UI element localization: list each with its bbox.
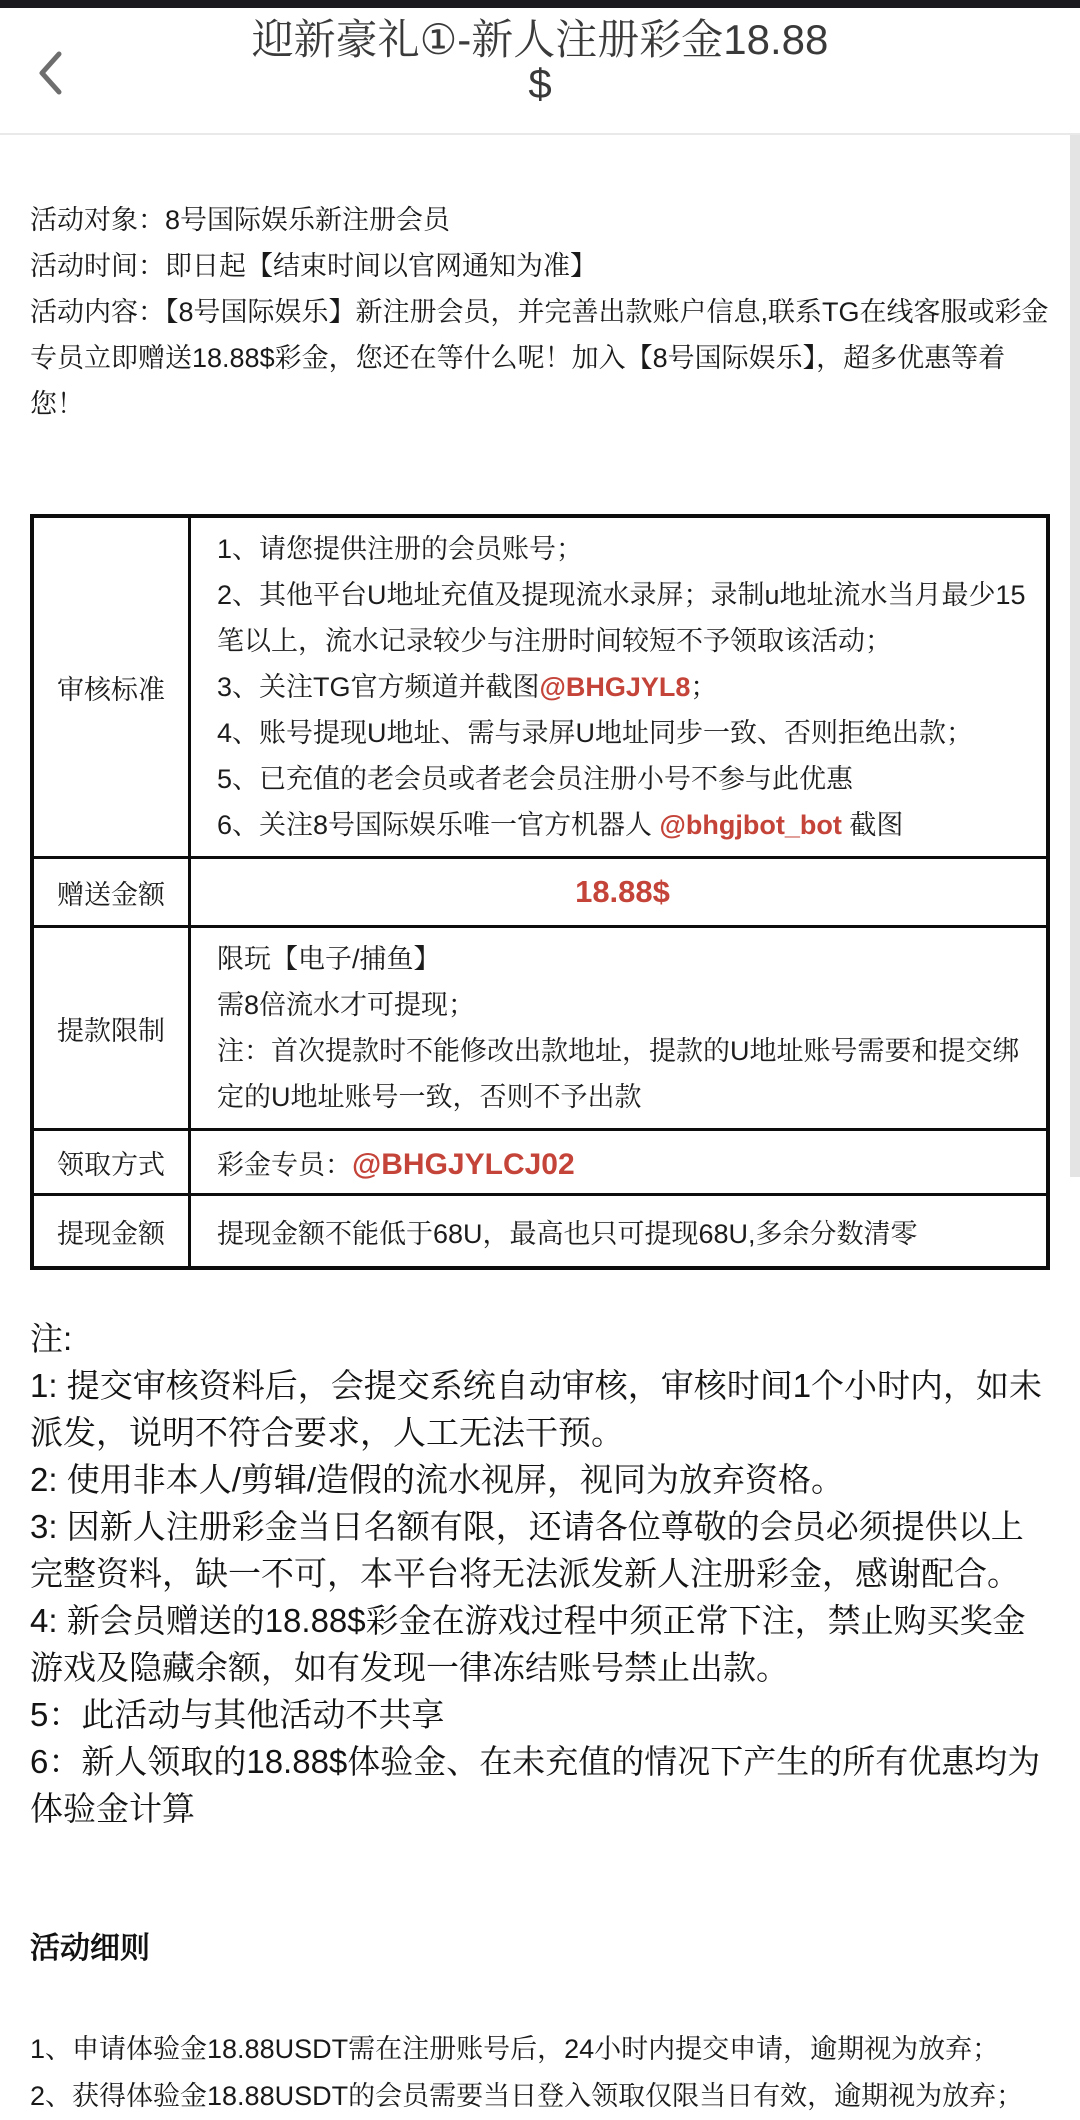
audit-item-5: 5、已充值的老会员或者老会员注册小号不参与此优惠 (217, 764, 854, 794)
claim-label: 领取方式 (32, 1130, 190, 1195)
audit-item-1: 1、请您提供注册的会员账号； (217, 534, 584, 564)
audit-item-2: 2、其他平台U地址充值及提现流水录屏；录制u地址流水当月最少15笔以上，流水记录较少与注册时间较短不予领取该活动； (217, 580, 1026, 656)
tg-bot-handle: @bhgjbot_bot (659, 810, 842, 840)
audit-item-6-text: 6、关注8号国际娱乐唯一官方机器人 (217, 810, 660, 840)
limit-line-3: 注：首次提款时不能修改出款地址，提款的U地址账号需要和提交绑定的U地址账号一致，否则不予出款 (217, 1036, 1020, 1112)
status-bar (0, 0, 1080, 8)
table-row-withdraw (32, 1195, 1048, 1269)
table-row-limit (32, 927, 1048, 1130)
table-row-audit (32, 516, 1048, 858)
note-item-3: 3: 因新人注册彩金当日名额有限，还请各位尊敬的会员必须提供以上完整资料，缺一不可，本平台将无法派发新人注册彩金，感谢配合。 (30, 1508, 1024, 1592)
note-item-6: 6：新人领取的18.88$体验金、在未充值的情况下产生的所有优惠均为体验金计算 (30, 1743, 1041, 1827)
notes-heading: 注: (30, 1320, 73, 1357)
gift-label: 赠送金额 (32, 858, 190, 927)
note-item-1: 1: 提交审核资料后，会提交系统自动审核，审核时间1个小时内，如未派发，说明不符合要求，人工无法干预。 (30, 1367, 1043, 1451)
activity-target: 活动对象：8号国际娱乐新注册会员 (30, 205, 451, 235)
details-section (30, 2026, 1050, 2120)
table-row-claim (32, 1130, 1048, 1195)
page-title-line1: 迎新豪礼①-新人注册彩金18.88 (251, 16, 829, 63)
audit-item-3 (217, 664, 1028, 710)
withdraw-label: 提现金额 (32, 1195, 190, 1269)
claim-prefix: 彩金专员： (217, 1149, 352, 1180)
note-item-2: 2: 使用非本人/剪辑/造假的流水视屏，视同为放弃资格。 (30, 1461, 845, 1498)
audit-item-3-tail: ； (690, 672, 718, 702)
audit-item-4: 4、账号提现U地址、需与录屏U地址同步一致、否则拒绝出款； (217, 718, 974, 748)
limit-line-1: 限玩【电子/捕鱼】 (217, 944, 441, 974)
tg-specialist-handle: @BHGJYLCJ02 (352, 1147, 575, 1181)
limit-label: 提款限制 (32, 927, 190, 1130)
gift-content (190, 858, 1049, 927)
chevron-left-icon (36, 49, 64, 100)
note-item-5: 5：此活动与其他活动不共享 (30, 1696, 445, 1733)
activity-intro (30, 197, 1050, 427)
audit-item-3-text: 3、关注TG官方频道并截图 (217, 672, 540, 702)
page-header (0, 8, 1080, 135)
notes-section (30, 1315, 1050, 1832)
tg-channel-handle: @BHGJYL8 (539, 672, 691, 702)
detail-item-2: 2、获得体验金18.88USDT的会员需要当日登入领取仅限当日有效，逾期视为放弃； (30, 2081, 1024, 2111)
note-item-4: 4: 新会员赠送的18.88$彩金在游戏过程中须正常下注，禁止购买奖金游戏及隐藏余额，如有发现一律冻结账号禁止出款。 (30, 1602, 1026, 1686)
activity-content: 活动内容：【8号国际娱乐】新注册会员，并完善出款账户信息,联系TG在线客服或彩金专员立即赠送18.88$彩金，您还在等什么呢！加入【8号国际娱乐】，超多优惠等着您！ (30, 297, 1049, 419)
audit-content (190, 516, 1049, 858)
promo-table (30, 514, 1050, 1270)
audit-item-6-tail: 截图 (841, 810, 904, 840)
limit-content (190, 927, 1049, 1130)
activity-time: 活动时间：即日起【结束时间以官网通知为准】 (30, 251, 597, 281)
scrollbar-thumb[interactable] (1070, 135, 1080, 1177)
gift-amount: 18.88$ (575, 874, 670, 909)
page-title-line2: $ (528, 60, 552, 107)
audit-item-6 (217, 802, 1028, 848)
details-heading: 活动细则 (30, 1932, 150, 1965)
promo-content (0, 197, 1080, 2120)
page-title (0, 8, 1080, 106)
claim-content (190, 1130, 1049, 1195)
table-row-gift (32, 858, 1048, 927)
detail-item-1: 1、申请体验金18.88USDT需在注册账号后，24小时内提交申请，逾期视为放弃； (30, 2034, 1000, 2064)
withdraw-content: 提现金额不能低于68U，最高也只可提现68U,多余分数清零 (190, 1195, 1049, 1269)
back-button[interactable] (26, 46, 74, 102)
audit-label: 审核标准 (32, 516, 190, 858)
limit-line-2: 需8倍流水才可提现； (217, 990, 476, 1020)
